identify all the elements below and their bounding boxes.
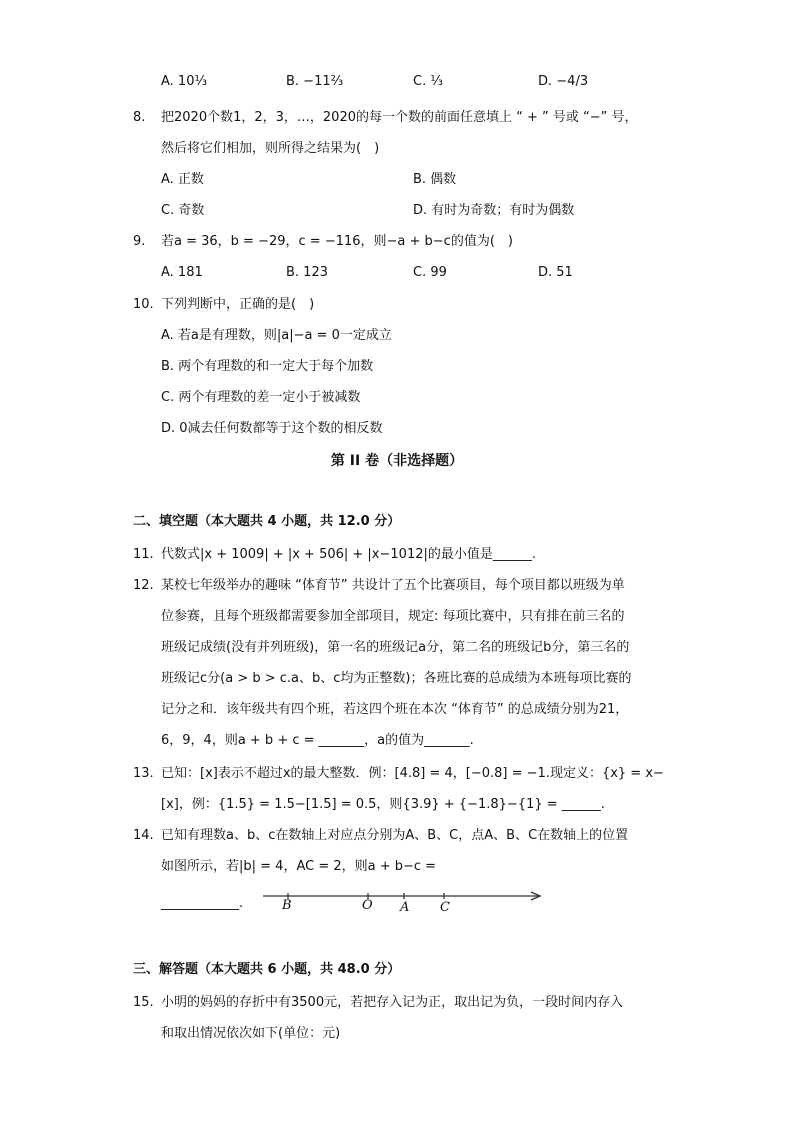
question-text: 代数式|x + 1009| + |x + 506| + |x−1012|的最小值是______.	[161, 547, 536, 562]
question-number: 10.	[133, 297, 154, 312]
choice-c: C. ⅓	[413, 74, 443, 89]
question-number: 15.	[133, 995, 154, 1010]
question-text: 然后将它们相加，则所得之结果为( )	[161, 141, 380, 156]
question-text: 和取出情况依次如下(单位：元)	[161, 1026, 341, 1041]
question-text: 把2020个数1，2，3，…，2020的每一个数的前面任意填上 “ + ” 号或 “−” 号，	[161, 110, 638, 125]
question-text: 小明的妈妈的存折中有3500元，若把存入记为正，取出记为负，一段时间内存入	[161, 995, 624, 1010]
section-title: 二、填空题（本大题共 4 小题，共 12.0 分）	[133, 514, 401, 529]
question-text: 6，9，4，则a + b + c = _______，a的值为_______.	[161, 733, 474, 748]
question-text: [x]，例：{1.5} = 1.5−[1.5] = 0.5，则{3.9} + {−1.8}−{1} = ______.	[161, 797, 605, 812]
choice-b: B. 偶数	[413, 172, 457, 187]
question-text: 班级记c分(a > b > c.a、b、c均为正整数)；各班比赛的总成绩为本班每项比赛的	[161, 671, 632, 686]
choice-d: D. 0减去任何数都等于这个数的相反数	[161, 421, 383, 436]
question-number: 14.	[133, 828, 154, 843]
point-label-o: O	[362, 898, 373, 913]
choice-b: B. 123	[286, 265, 328, 280]
choice-d: D. 51	[538, 265, 573, 280]
choice-a: A. 10⅓	[161, 74, 208, 89]
point-label-b: B	[282, 898, 292, 913]
choice-c: C. 99	[413, 265, 447, 280]
question-text: 如图所示，若|b| = 4，AC = 2，则a + b−c =	[161, 859, 437, 874]
choice-c: C. 奇数	[161, 203, 205, 218]
question-text: 记分之和．该年级共有四个班，若这四个班在本次 “体育节” 的总成绩分别为21，	[161, 702, 629, 717]
choice-a: A. 若a是有理数，则|a|−a = 0一定成立	[161, 328, 392, 343]
point-label-a: A	[400, 900, 410, 915]
question-number: 12.	[133, 578, 154, 593]
choice-d: D. 有时为奇数；有时为偶数	[413, 203, 575, 218]
section-title: 三、解答题（本大题共 6 小题，共 48.0 分）	[133, 962, 401, 977]
choice-a: A. 正数	[161, 172, 204, 187]
question-text: 下列判断中，正确的是( )	[161, 297, 315, 312]
choice-b: B. 两个有理数的和一定大于每个加数	[161, 359, 374, 374]
question-number: 8.	[133, 110, 146, 125]
part-title: 第 II 卷（非选择题）	[330, 453, 464, 469]
point-label-c: C	[440, 900, 450, 915]
choice-b: B. −11⅔	[286, 74, 344, 89]
choice-d: D. −4/3	[538, 74, 589, 89]
question-text: 已知有理数a、b、c在数轴上对应点分别为A、B、C，点A、B、C在数轴上的位置	[161, 828, 629, 843]
choice-a: A. 181	[161, 265, 203, 280]
question-text: 若a = 36，b = −29，c = −116，则−a + b−c的值为( )	[161, 234, 513, 249]
question-number: 9.	[133, 234, 146, 249]
question-number: 11.	[133, 547, 154, 562]
answer-blank: ____________.	[161, 896, 244, 911]
question-text: 某校七年级举办的趣味 “体育节” 共设计了五个比赛项目，每个项目都以班级为单	[161, 578, 625, 593]
question-number: 13.	[133, 766, 154, 781]
question-text: 班级记成绩(没有并列班级)，第一名的班级记a分，第二名的班级记b分，第三名的	[161, 640, 630, 655]
question-text: 已知：[x]表示不超过x的最大整数．例：[4.8] = 4，[−0.8] = −1.现定义：{x} = x−	[161, 766, 664, 781]
question-text: 位参赛，且每个班级都需要参加全部项目，规定: 每项比赛中，只有排在前三名的	[161, 609, 625, 624]
choice-c: C. 两个有理数的差一定小于被减数	[161, 390, 361, 405]
